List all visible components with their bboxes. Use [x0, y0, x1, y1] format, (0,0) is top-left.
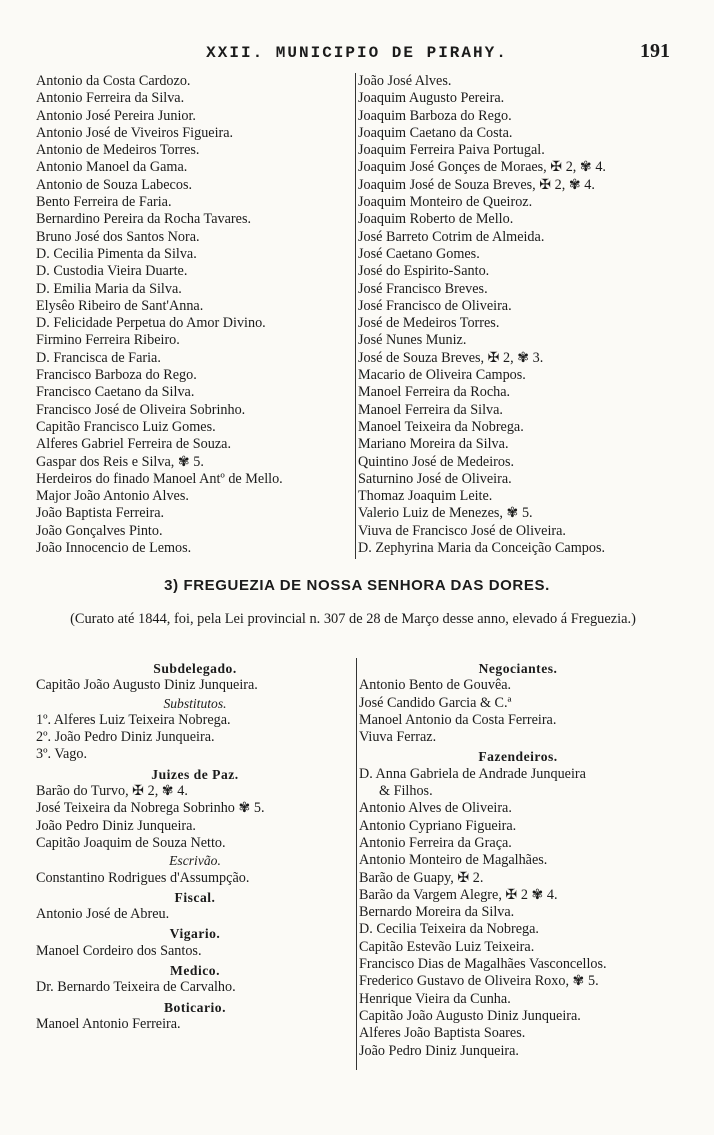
page-number: 191 [640, 40, 670, 62]
list-item: Barão de Guapy, ✠ 2. [359, 869, 484, 886]
list-item: Antonio de Souza Labecos. [36, 176, 193, 193]
list-item: Bernardo Moreira da Silva. [359, 904, 515, 921]
vigario-name: Manoel Cordeiro dos Santos. [36, 942, 202, 959]
list-item: Herdeiros do finado Manoel Antº de Mello. [36, 470, 283, 487]
list-item: Alferes Gabriel Ferreira de Souza. [36, 436, 231, 453]
list-item: José de Souza Breves, ✠ 2, ✾ 3. [358, 349, 544, 366]
list-item: Viuva Ferraz. [359, 729, 437, 746]
list-item: João Gonçalves Pinto. [36, 522, 163, 539]
list-item-continuation: & Filhos. [379, 783, 433, 800]
list-item: Joaquim Ferreira Paiva Portugal. [358, 142, 545, 159]
list-item: José Caetano Gomes. [358, 245, 480, 262]
juizes-heading: Juizes de Paz. [151, 766, 239, 782]
list-item: Saturnino José de Oliveira. [358, 470, 512, 487]
list-item: Valerio Luiz de Menezes, ✾ 5. [358, 505, 533, 522]
fiscal-heading: Fiscal. [174, 889, 216, 905]
list-item: Firmino Ferreira Ribeiro. [36, 332, 180, 349]
list-item: Antonio Manoel da Gama. [36, 159, 188, 176]
top-right-column [355, 73, 688, 559]
list-item: Gaspar dos Reis e Silva, ✾ 5. [36, 453, 204, 470]
list-item: Elysêo Ribeiro de Sant'Anna. [36, 297, 204, 314]
negociantes-heading: Negociantes. [478, 661, 558, 676]
list-item: D. Anna Gabriela de Andrade Junqueira [359, 765, 586, 782]
list-item: Antonio Alves de Oliveira. [359, 800, 512, 817]
subdelegado-name: Capitão João Augusto Diniz Junqueira. [36, 677, 258, 694]
bottom-right-column [356, 658, 677, 1070]
list-item: José Barreto Cotrim de Almeida. [358, 228, 545, 245]
page-header-title: XXII. MUNICIPIO DE PIRAHY. [206, 44, 508, 62]
list-item: Bento Ferreira de Faria. [36, 194, 172, 211]
fiscal-name: Antonio José de Abreu. [36, 906, 170, 923]
list-item: Francisco José de Oliveira Sobrinho. [36, 401, 246, 418]
list-item: José Candido Garcia & C.ª [359, 694, 512, 711]
list-item: Manoel Antonio da Costa Ferreira. [359, 711, 557, 728]
list-item: 1º. Alferes Luiz Teixeira Nobrega. [36, 711, 231, 728]
list-item: José de Medeiros Torres. [358, 315, 500, 332]
list-item: Joaquim Roberto de Mello. [358, 211, 514, 228]
list-item: José Teixeira da Nobrega Sobrinho ✾ 5. [36, 800, 265, 817]
escrivao-heading: Escrivão. [169, 853, 221, 869]
list-item: João Pedro Diniz Junqueira. [36, 817, 196, 834]
list-item: Francisco Caetano da Silva. [36, 384, 195, 401]
list-item: João Pedro Diniz Junqueira. [359, 1042, 519, 1059]
list-item: D. Custodia Vieira Duarte. [36, 263, 188, 280]
list-item: José Francisco Breves. [358, 280, 488, 297]
list-item: 3º. Vago. [36, 746, 88, 763]
list-item: João Innocencio de Lemos. [36, 540, 192, 557]
list-item: João José Alves. [358, 73, 452, 89]
list-item: Bruno José dos Santos Nora. [36, 228, 200, 245]
list-item: Alferes João Baptista Soares. [359, 1025, 526, 1042]
vigario-heading: Vigario. [169, 926, 221, 942]
list-item: Capitão Francisco Luiz Gomes. [36, 418, 216, 435]
list-item: Antonio Bento de Gouvêa. [359, 677, 512, 694]
list-item: Bernardino Pereira da Rocha Tavares. [36, 211, 252, 228]
list-item: D. Felicidade Perpetua do Amor Divino. [36, 315, 266, 332]
list-item: Quintino José de Medeiros. [358, 453, 515, 470]
boticario-name: Manoel Antonio Ferreira. [36, 1015, 181, 1032]
list-item: Capitão Estevão Luiz Teixeira. [359, 938, 535, 955]
list-item: D. Francisca de Faria. [36, 349, 161, 366]
list-item: Capitão João Augusto Diniz Junqueira. [359, 1007, 581, 1024]
escrivao-name: Constantino Rodrigues d'Assumpção. [36, 869, 250, 886]
list-item: Thomaz Joaquim Leite. [358, 488, 493, 505]
list-item: Antonio de Medeiros Torres. [36, 142, 200, 159]
list-item: Antonio Ferreira da Silva. [36, 90, 185, 107]
list-item: Francisco Dias de Magalhães Vasconcellos. [359, 956, 607, 973]
list-item: Joaquim Caetano da Costa. [358, 124, 513, 141]
list-item: 2º. João Pedro Diniz Junqueira. [36, 729, 215, 746]
list-item: Joaquim José de Souza Breves, ✠ 2, ✾ 4. [358, 176, 595, 193]
list-item: Macario de Oliveira Campos. [358, 367, 526, 384]
substitutos-heading: Substitutos. [163, 695, 227, 711]
list-item: Major João Antonio Alves. [36, 488, 189, 505]
section-note: (Curato até 1844, foi, pela Lei provincial n. 307 de 28 de Março desse anno, elevado á Freguezia.) [70, 611, 636, 627]
list-item: Henrique Vieira da Cunha. [359, 990, 511, 1007]
list-item: Francisco Barboza do Rego. [36, 367, 197, 384]
list-item: D. Cecilia Teixeira da Nobrega. [359, 921, 539, 938]
list-item: Manoel Teixeira da Nobrega. [358, 418, 524, 435]
bottom-left-column [36, 658, 354, 1033]
medico-heading: Medico. [170, 963, 220, 979]
list-item: Barão do Turvo, ✠ 2, ✾ 4. [36, 783, 188, 800]
list-item: Joaquim José Gonçes de Moraes, ✠ 2, ✾ 4. [358, 159, 606, 176]
list-item: Manoel Ferreira da Silva. [358, 401, 503, 418]
list-item: Barão da Vargem Alegre, ✠ 2 ✾ 4. [359, 886, 558, 903]
boticario-heading: Boticario. [163, 999, 226, 1015]
list-item: Antonio José Pereira Junior. [36, 107, 196, 124]
list-item: José Francisco de Oliveira. [358, 297, 512, 314]
list-item: Antonio Ferreira da Graça. [359, 834, 512, 851]
top-left-column [36, 73, 346, 557]
list-item: Antonio Cypriano Figueira. [359, 817, 517, 834]
list-item: D. Cecilia Pimenta da Silva. [36, 245, 197, 262]
list-item: Frederico Gustavo de Oliveira Roxo, ✾ 5. [359, 973, 599, 990]
list-item: Joaquim Monteiro de Queiroz. [358, 194, 533, 211]
list-item: José Nunes Muniz. [358, 332, 467, 349]
fazendeiros-heading: Fazendeiros. [478, 749, 558, 765]
list-item: Antonio da Costa Cardozo. [36, 73, 191, 89]
list-item: D. Emilia Maria da Silva. [36, 280, 182, 297]
list-item: Capitão Joaquim de Souza Netto. [36, 834, 226, 851]
section-title: 3) FREGUEZIA DE NOSSA SENHORA DAS DORES. [164, 577, 550, 594]
list-item: Viuva de Francisco José de Oliveira. [358, 522, 566, 539]
list-item: D. Zephyrina Maria da Conceição Campos. [358, 540, 606, 557]
list-item: José do Espirito-Santo. [358, 263, 490, 280]
list-item: Joaquim Barboza do Rego. [358, 107, 512, 124]
list-item: João Baptista Ferreira. [36, 505, 165, 522]
list-item: Joaquim Augusto Pereira. [358, 90, 505, 107]
list-item: Antonio Monteiro de Magalhães. [359, 852, 548, 869]
subdelegado-heading: Subdelegado. [153, 661, 237, 676]
list-item: Mariano Moreira da Silva. [358, 436, 509, 453]
list-item: Manoel Ferreira da Rocha. [358, 384, 511, 401]
list-item: Antonio José de Viveiros Figueira. [36, 124, 234, 141]
medico-name: Dr. Bernardo Teixeira de Carvalho. [36, 979, 236, 996]
